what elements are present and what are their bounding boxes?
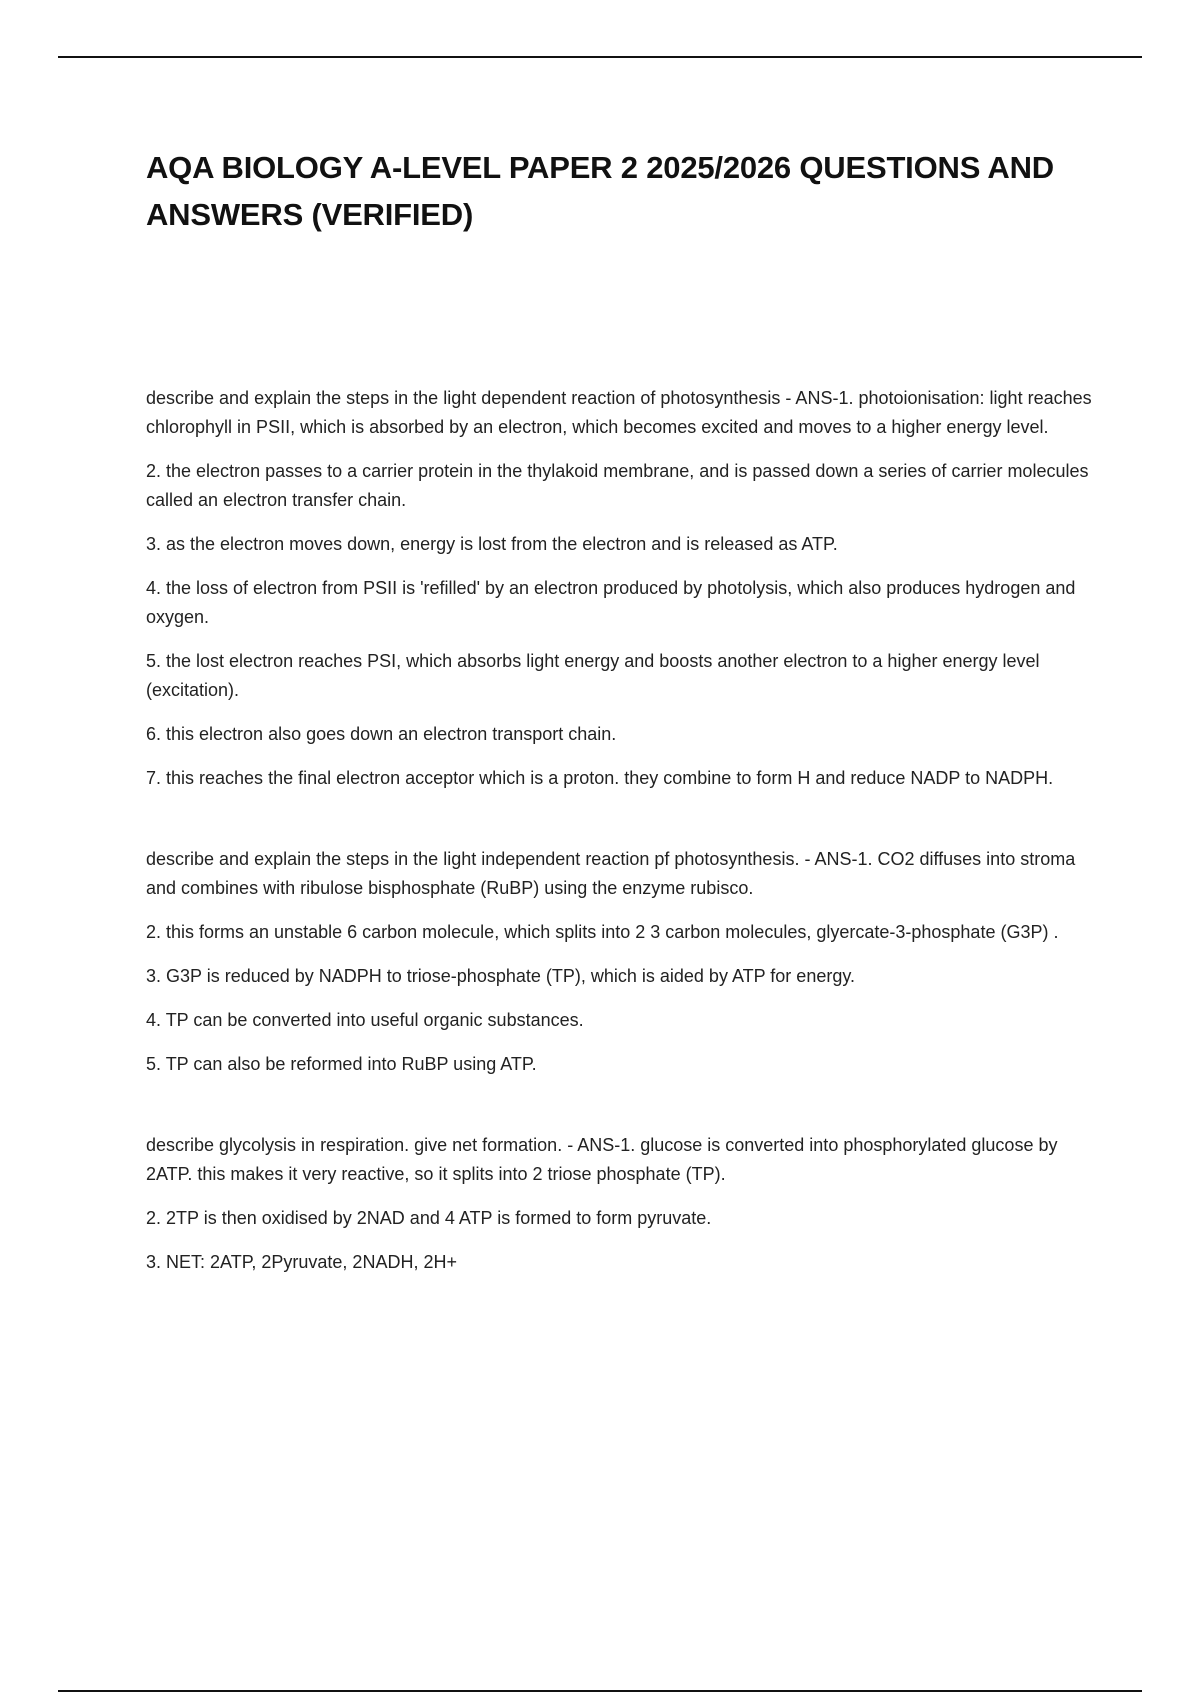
- qa-block-light-independent: [146, 845, 1096, 1079]
- answer-step: 4. TP can be converted into useful organic substances.: [146, 1010, 584, 1030]
- answer-step: 2. the electron passes to a carrier protein in the thylakoid membrane, and is passed down a series of carrier molecules called an electron transfer chain.: [146, 461, 1089, 510]
- answer-step: 7. this reaches the final electron acceptor which is a proton. they combine to form H and reduce NADP to NADPH.: [146, 768, 1054, 788]
- answer-step: 2. 2TP is then oxidised by 2NAD and 4 ATP is formed to form pyruvate.: [146, 1208, 712, 1228]
- header-rule: [58, 56, 1142, 58]
- document-body: [146, 384, 1096, 1329]
- qa-block-light-dependent: [146, 384, 1096, 793]
- answer-step: 3. G3P is reduced by NADPH to triose-phosphate (TP), which is aided by ATP for energy.: [146, 966, 856, 986]
- qa-block-glycolysis: [146, 1131, 1096, 1277]
- answer-step: 3. NET: 2ATP, 2Pyruvate, 2NADH, 2H+: [146, 1252, 457, 1272]
- footer-rule: [58, 1690, 1142, 1692]
- question-answer-text: describe glycolysis in respiration. give net formation. - ANS-1. glucose is converted into phosphorylated glucose by 2ATP. this makes it very reactive, so it splits into 2 triose phosphate (TP).: [146, 1135, 1058, 1184]
- question-answer-text: describe and explain the steps in the light independent reaction pf photosynthesis. - ANS-1. CO2 diffuses into stroma and combines with ribulose bisphosphate (RuBP) using the enzyme rubisco.: [146, 849, 1076, 898]
- answer-step: 4. the loss of electron from PSII is 'refilled' by an electron produced by photolysis, which also produces hydrogen and oxygen.: [146, 578, 1076, 627]
- question-answer-text: describe and explain the steps in the light dependent reaction of photosynthesis - ANS-1. photoionisation: light reaches chlorophyll in PSII, which is absorbed by an electron, which becomes excited and moves to a higher energy level.: [146, 388, 1092, 437]
- answer-step: 6. this electron also goes down an electron transport chain.: [146, 724, 617, 744]
- answer-step: 5. TP can also be reformed into RuBP using ATP.: [146, 1054, 537, 1074]
- answer-step: 5. the lost electron reaches PSI, which absorbs light energy and boosts another electron to a higher energy level (excitation).: [146, 651, 1040, 700]
- document-title: AQA BIOLOGY A-LEVEL PAPER 2 2025/2026 QUESTIONS AND ANSWERS (VERIFIED): [146, 150, 1054, 232]
- answer-step: 2. this forms an unstable 6 carbon molecule, which splits into 2 3 carbon molecules, glyercate-3-phosphate (G3P) .: [146, 922, 1059, 942]
- answer-step: 3. as the electron moves down, energy is lost from the electron and is released as ATP.: [146, 534, 838, 554]
